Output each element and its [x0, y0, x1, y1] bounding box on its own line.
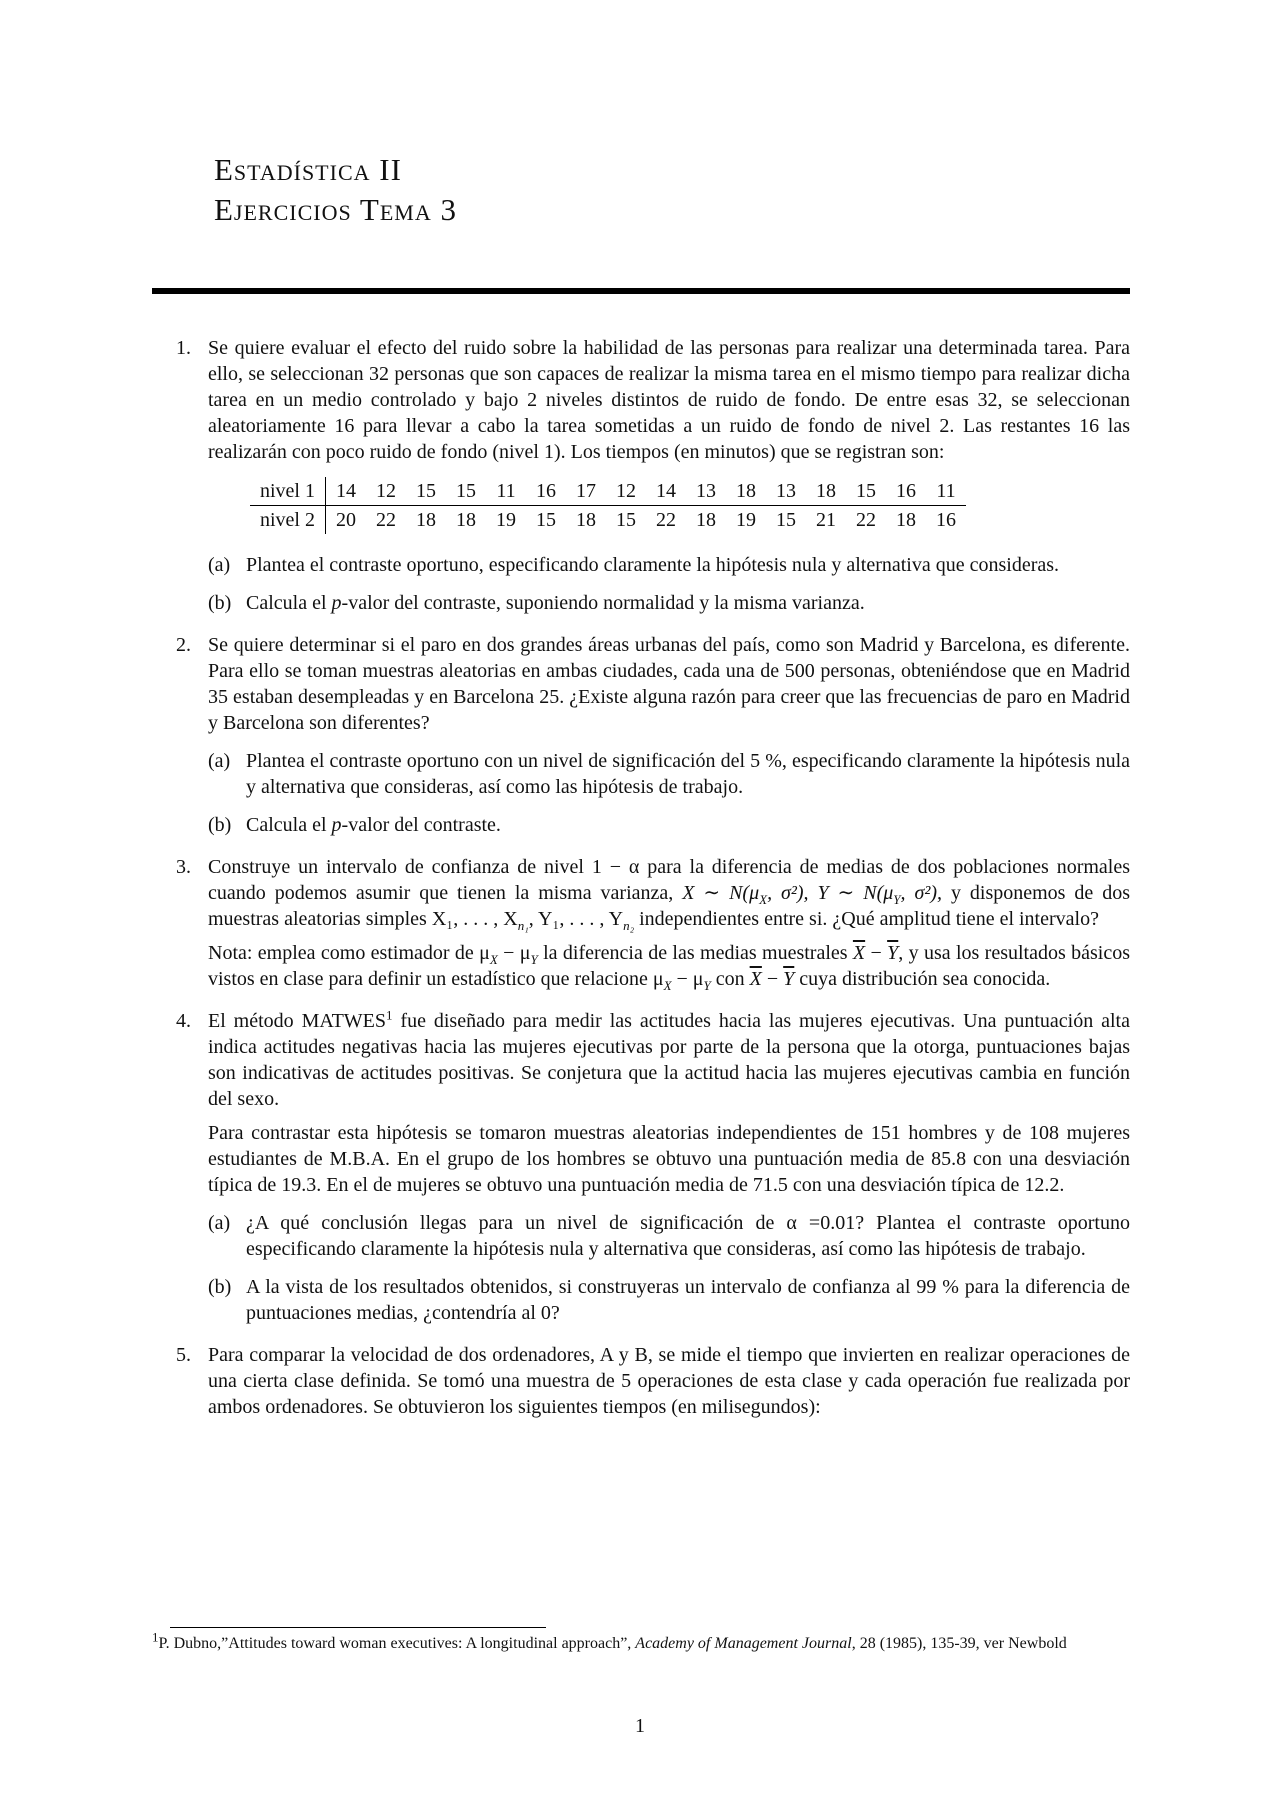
document-title — [214, 150, 457, 230]
subquestion-a — [208, 552, 1130, 578]
table-cell: 19 — [736, 509, 756, 531]
footnote: $^1$P. Dubno,”Attitudes toward woman executives: A longitudinal approach”, Academy of Management Journal, 28 (1985), 135-39, ver Newbold — [152, 1629, 1067, 1652]
subquestion-label: (b) — [208, 1276, 232, 1298]
exercise-text: Construye un intervalo de confianza de nivel 1 − α para la diferencia de medias de dos poblaciones normales cuando podemos asumir que tienen la misma varianza, X ∼ $N(\mu_X$, σ²), Y ∼ $N(\mu_Y$, σ²), y disponemos de dos muestras aleatorias simples X₁, . . . , $X_{n_1}$, Y₁, . . . , $Y_{n_2}$ independientes entre si. ¿Qué amplitud tiene el intervalo? — [208, 856, 1130, 933]
footnote-ref[interactable]: 1 — [386, 1007, 393, 1023]
footnote-mark: 1 — [152, 1629, 159, 1645]
table-cell: 19 — [496, 509, 516, 531]
row-label: nivel 2 — [250, 506, 326, 535]
noise-times-table — [250, 477, 966, 534]
exercise-number: 4. — [176, 1010, 191, 1032]
table-cell: 22 — [656, 509, 676, 531]
table-cell: 11 — [926, 477, 966, 506]
table-cell: 15 — [616, 509, 636, 531]
subquestion-text: ¿A qué conclusión llegas para un nivel de significación de α =0.01? Plantea el contraste oportuno especificando claramente la hipótesis nula y alternativa que consideras, así como las hipótesis de trabajo. — [246, 1212, 1130, 1260]
exercise-text: Se quiere determinar si el paro en dos grandes áreas urbanas del país, como son Madrid y Barcelona, es diferente. Para ello se toman muestras aleatorias en ambas ciudades, cada una de 500 personas, obteniéndose que en Madrid 35 estaban desempleadas y en Barcelona 25. ¿Existe alguna razón para creer que las frecuencias de paro en Madrid y Barcelona son diferentes? — [208, 634, 1130, 734]
table-cell: 15 — [846, 477, 886, 506]
subquestion-b — [208, 590, 1130, 616]
exercise-text-2: Para contrastar esta hipótesis se tomaron muestras aleatorias independientes de 151 hombres y de 108 mujeres estudiantes de M.B.A. En el grupo de los hombres se obtuvo una puntuación media de 85.8 con una desviación típica de 19.3. En el de mujeres se obtuvo una puntuación media de 71.5 con una desviación típica de 12.2. — [208, 1122, 1130, 1196]
table-cell: 18 — [696, 509, 716, 531]
exercise-1 — [152, 335, 1130, 616]
table-cell: 18 — [456, 509, 476, 531]
table-cell: 22 — [376, 509, 396, 531]
page-number: 1 — [635, 1715, 645, 1737]
exercise-note: Nota: emplea como estimador de $\mu_X - \mu_Y$ la diferencia de las medias muestrales $\overline{X} - \overline{Y}$, y usa los resultados básicos vistos en clase para definir un estadístico que relacione $\mu_X - \mu_Y$ con $\overline{X} - \overline{Y}$ cuya distribución sea conocida. — [208, 942, 1130, 993]
table-cell: 15 — [776, 509, 796, 531]
exercise-4 — [152, 1008, 1130, 1326]
exercise-2 — [152, 632, 1130, 838]
exercise-3 — [152, 854, 1130, 992]
subquestion-b — [208, 1274, 1130, 1326]
table-cell: 14 — [326, 477, 367, 506]
footnote-rule — [170, 1627, 546, 1628]
exercise-5 — [152, 1342, 1130, 1420]
table-row-level-2 — [250, 506, 966, 535]
subquestion-label: (a) — [208, 1212, 231, 1234]
exercise-list — [152, 335, 1130, 1436]
table-cell: 11 — [486, 477, 526, 506]
subquestion-text: Plantea el contraste oportuno con un nivel de significación del 5 %, especificando claramente la hipótesis nula y alternativa que consideras, así como las hipótesis de trabajo. — [246, 750, 1130, 798]
table-cell: 12 — [606, 477, 646, 506]
table-cell: 18 — [726, 477, 766, 506]
exercise-number: 1. — [176, 337, 191, 359]
subquestion-text: A la vista de los resultados obtenidos, si construyeras un intervalo de confianza al 99 % para la diferencia de puntuaciones medias, ¿contendría al 0? — [246, 1276, 1130, 1324]
exercise-text: Se quiere evaluar el efecto del ruido sobre la habilidad de las personas para realizar una determinada tarea. Para ello, se seleccionan 32 personas que son capaces de realizar la misma tarea en el mismo tiempo para realizar dicha tarea en un medio controlado y bajo 2 niveles distintos de ruido de fondo. De entre esas 32, se seleccionan aleatoriamente 16 para llevar a cabo la tarea sometidas a un ruido de fondo de nivel 2. Las restantes 16 las realizarán con poco ruido de fondo (nivel 1). Los tiempos (en minutos) que se registran son: — [208, 337, 1130, 463]
journal-name: Academy of Management Journal — [635, 1635, 852, 1652]
subquestion-text: Plantea el contraste oportuno, especificando claramente la hipótesis nula y alternativa que consideras. — [246, 554, 1060, 576]
table-cell: 12 — [366, 477, 406, 506]
exercise-number: 3. — [176, 856, 191, 878]
table-cell: 13 — [686, 477, 726, 506]
subquestion-label: (a) — [208, 750, 231, 772]
table-cell: 14 — [646, 477, 686, 506]
table-cell: 16 — [886, 477, 926, 506]
table-cell: 22 — [856, 509, 876, 531]
table-cell: 15 — [536, 509, 556, 531]
table-cell: 15 — [406, 477, 446, 506]
table-cell: 16 — [936, 509, 956, 531]
subquestion-text: Calcula el p-valor del contraste. — [246, 814, 501, 836]
subquestion-label: (a) — [208, 554, 231, 576]
table-cell: 18 — [576, 509, 596, 531]
table-cell: 15 — [446, 477, 486, 506]
row-label: nivel 1 — [250, 477, 326, 506]
sheet-title: Ejercicios Tema 3 — [214, 192, 457, 227]
subquestion-label: (b) — [208, 814, 232, 836]
table-cell: 16 — [526, 477, 566, 506]
table-cell: 18 — [896, 509, 916, 531]
table-cell: 20 — [336, 509, 356, 531]
table-cell: 18 — [806, 477, 846, 506]
table-cell: 21 — [816, 509, 836, 531]
table-cell: 18 — [416, 509, 436, 531]
exercise-number: 2. — [176, 634, 191, 656]
exercise-text: Para comparar la velocidad de dos ordenadores, A y B, se mide el tiempo que invierten en realizar operaciones de una cierta clase definida. Se tomó una muestra de 5 operaciones de esta clase y cada operación fue realizada por ambos ordenadores. Se obtuvieron los siguientes tiempos (en milisegundos): — [208, 1344, 1130, 1418]
exercise-text: El método MATWES$^1$ fue diseñado para medir las actitudes hacia las mujeres ejecutivas. Una puntuación alta indica actitudes negativas hacia las mujeres ejecutivas por parte de la persona que la otorga, puntuaciones bajas son indicativas de actitudes positivas. Se conjetura que la actitud hacia las mujeres ejecutivas cambia en función del sexo. — [208, 1007, 1130, 1110]
table-cell: 17 — [566, 477, 606, 506]
exercise-number: 5. — [176, 1344, 191, 1366]
header-rule — [152, 288, 1130, 294]
table-row-level-1 — [250, 477, 966, 506]
course-title: Estadística II — [214, 152, 402, 187]
subquestion-a — [208, 748, 1130, 800]
subquestion-label: (b) — [208, 592, 232, 614]
table-cell: 13 — [766, 477, 806, 506]
subquestion-text: Calcula el p-valor del contraste, suponiendo normalidad y la misma varianza. — [246, 592, 865, 614]
subquestion-b — [208, 812, 1130, 838]
subquestion-a — [208, 1210, 1130, 1262]
